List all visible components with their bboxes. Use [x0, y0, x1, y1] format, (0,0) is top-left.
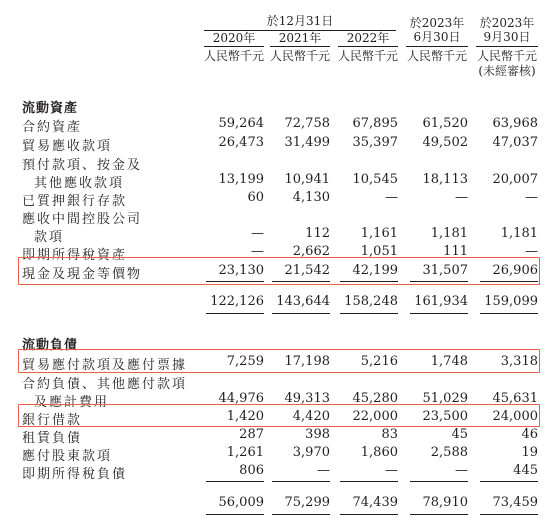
row-label: 預付款項、按金及 [22, 158, 143, 173]
unaudited-note: (未經審核) [478, 64, 536, 78]
value-cell: — [251, 226, 264, 241]
row-label: 即期所得稅負債 [22, 467, 128, 482]
value-cell: 67,895 [352, 116, 398, 131]
col-rule-2020 [204, 46, 264, 47]
value-cell: 26,473 [218, 135, 264, 150]
total-cell: 73,459 [492, 495, 538, 510]
subtotal-rule [410, 281, 468, 282]
row-label: 貿易應收款項 [22, 139, 113, 154]
value-cell: 31,507 [422, 263, 468, 278]
col-header-jun2023 [406, 16, 468, 44]
table-row [0, 462, 550, 481]
row-label: 已質押銀行存款 [22, 194, 128, 209]
value-cell: 45,631 [492, 391, 538, 406]
col-rule-sep2023 [476, 46, 538, 47]
row-label: 銀行借款 [22, 413, 83, 428]
col-header-sep2023 [476, 16, 538, 44]
unit-sep2023: 人民幣千元 [476, 49, 537, 63]
value-cell: 445 [513, 463, 538, 478]
row-label: 合約資產 [22, 120, 83, 135]
value-cell: 23,130 [218, 263, 264, 278]
total-rule [410, 514, 468, 515]
row-label: 即期所得稅資產 [22, 248, 128, 263]
value-cell: 1,161 [360, 226, 398, 241]
total-rule [340, 313, 398, 314]
col-header-2020 [204, 31, 264, 45]
col-rule-2022 [338, 46, 398, 47]
total-cell: 143,644 [276, 294, 330, 309]
total-rule [272, 514, 330, 515]
table-row [0, 426, 550, 445]
value-cell: 398 [305, 427, 330, 442]
row-label: 款項 [34, 230, 65, 245]
total-cell: 78,910 [422, 495, 468, 510]
value-cell: 2,588 [430, 445, 468, 460]
highlight-box-bank-borrowings [18, 404, 540, 427]
total-rule [480, 313, 538, 314]
table-row [0, 225, 550, 244]
value-cell: 23,500 [422, 409, 468, 424]
total-cell: 161,934 [414, 294, 468, 309]
total-rule [206, 514, 264, 515]
value-cell: — [317, 463, 330, 478]
value-cell: 10,941 [284, 172, 330, 187]
unit-2021: 人民幣千元 [269, 49, 330, 63]
value-cell: — [455, 190, 468, 205]
col-rule-2021 [270, 46, 330, 47]
value-cell: 17,198 [284, 354, 330, 369]
value-cell: 46 [521, 427, 538, 442]
subtotal-rule [272, 281, 330, 282]
value-cell: — [385, 463, 398, 478]
total-rule [272, 313, 330, 314]
subtotal-rule [206, 481, 264, 482]
value-cell: 2,662 [292, 244, 330, 259]
value-cell: 1,420 [226, 409, 264, 424]
value-cell: 1,181 [430, 226, 468, 241]
value-cell: 44,976 [218, 391, 264, 406]
col-header-year: 2021年 [278, 31, 322, 45]
col-header-year: 2020年 [212, 31, 256, 45]
row-label: 現金及現金等價物 [22, 267, 143, 282]
col-header-line1: 於2023年 [409, 16, 465, 30]
value-cell: 19 [521, 445, 538, 460]
subtotal-rule [340, 281, 398, 282]
header-group-label: 於12月31日 [266, 14, 334, 28]
total-rule [480, 514, 538, 515]
value-cell: 4,420 [292, 409, 330, 424]
value-cell: 806 [239, 463, 264, 478]
total-rule [206, 313, 264, 314]
value-cell: 60 [247, 190, 264, 205]
value-cell: 18,113 [422, 172, 468, 187]
row-label: 合約負債、其他應付款項 [22, 377, 188, 392]
total-cell: 159,099 [484, 294, 538, 309]
subtotal-rule [340, 481, 398, 482]
value-cell: 61,520 [422, 116, 468, 131]
total-cell: 74,439 [352, 495, 398, 510]
value-cell: 26,906 [492, 263, 538, 278]
section-title-current-liabilities: 流動負債 [22, 338, 79, 353]
value-cell: 10,545 [352, 172, 398, 187]
value-cell: 5,216 [360, 354, 398, 369]
value-cell: 287 [239, 427, 264, 442]
unit-2020: 人民幣千元 [203, 49, 264, 63]
row-label: 貿易應付款項及應付票據 [22, 358, 188, 373]
table-row [0, 153, 550, 172]
table-row [0, 171, 550, 190]
value-cell: 45 [451, 427, 468, 442]
table-row [0, 115, 550, 134]
total-row-current-assets [0, 293, 550, 312]
total-rule [340, 514, 398, 515]
value-cell: 1,261 [226, 445, 264, 460]
col-rule-jun2023 [406, 46, 468, 47]
value-cell: 59,264 [218, 116, 264, 131]
value-cell: 47,037 [492, 135, 538, 150]
value-cell: 22,000 [352, 409, 398, 424]
table-row [0, 207, 550, 226]
unit-2022: 人民幣千元 [337, 49, 398, 63]
value-cell: 3,318 [500, 354, 538, 369]
value-cell: 112 [305, 226, 330, 241]
table-row [0, 189, 550, 208]
total-cell: 158,248 [344, 294, 398, 309]
total-rule [410, 313, 468, 314]
section-title-current-assets: 流動資產 [22, 101, 79, 116]
value-cell: 51,029 [422, 391, 468, 406]
value-cell: 1,860 [360, 445, 398, 460]
row-label: 應收中間控股公司 [22, 212, 143, 227]
subtotal-rule [272, 481, 330, 482]
value-cell: 31,499 [284, 135, 330, 150]
value-cell: 13,199 [218, 172, 264, 187]
value-cell: 111 [443, 244, 468, 259]
value-cell: 49,313 [284, 391, 330, 406]
subtotal-rule [206, 281, 264, 282]
col-header-line1: 於2023年 [479, 16, 535, 30]
subtotal-rule [480, 481, 538, 482]
value-cell: 42,199 [352, 263, 398, 278]
value-cell: 1,748 [430, 354, 468, 369]
value-cell: 21,542 [284, 263, 330, 278]
subtotal-rule [410, 481, 468, 482]
value-cell: 49,502 [422, 135, 468, 150]
total-row-current-liabilities [0, 494, 550, 513]
row-label: 其他應收款項 [34, 176, 125, 191]
highlight-box-trade-payables [18, 349, 540, 373]
value-cell: — [455, 463, 468, 478]
value-cell: — [525, 190, 538, 205]
value-cell: 45,280 [352, 391, 398, 406]
value-cell: 1,181 [500, 226, 538, 241]
col-header-date: 9月30日 [483, 30, 531, 44]
value-cell: — [251, 244, 264, 259]
col-header-2022 [338, 31, 398, 45]
table-row [0, 444, 550, 463]
value-cell: 1,051 [360, 244, 398, 259]
total-cell: 56,009 [218, 495, 264, 510]
value-cell: 7,259 [226, 354, 264, 369]
unit-jun2023: 人民幣千元 [406, 49, 467, 63]
col-header-2021 [270, 31, 330, 45]
value-cell: 20,007 [492, 172, 538, 187]
value-cell: 83 [381, 427, 398, 442]
col-header-year: 2022年 [346, 31, 390, 45]
row-label: 應付股東款項 [22, 449, 113, 464]
col-header-date: 6月30日 [413, 30, 461, 44]
value-cell: 72,758 [284, 116, 330, 131]
value-cell: 24,000 [492, 409, 538, 424]
table-row [0, 134, 550, 153]
row-label: 租賃負債 [22, 431, 83, 446]
subtotal-rule [480, 281, 538, 282]
value-cell: 3,970 [292, 445, 330, 460]
value-cell: 4,130 [292, 190, 330, 205]
table-row [0, 372, 550, 391]
value-cell: — [525, 244, 538, 259]
row-label: 及應計費用 [34, 395, 110, 410]
value-cell: — [385, 190, 398, 205]
total-cell: 122,126 [210, 294, 264, 309]
value-cell: 35,397 [352, 135, 398, 150]
value-cell: 63,968 [492, 116, 538, 131]
total-cell: 75,299 [284, 495, 330, 510]
